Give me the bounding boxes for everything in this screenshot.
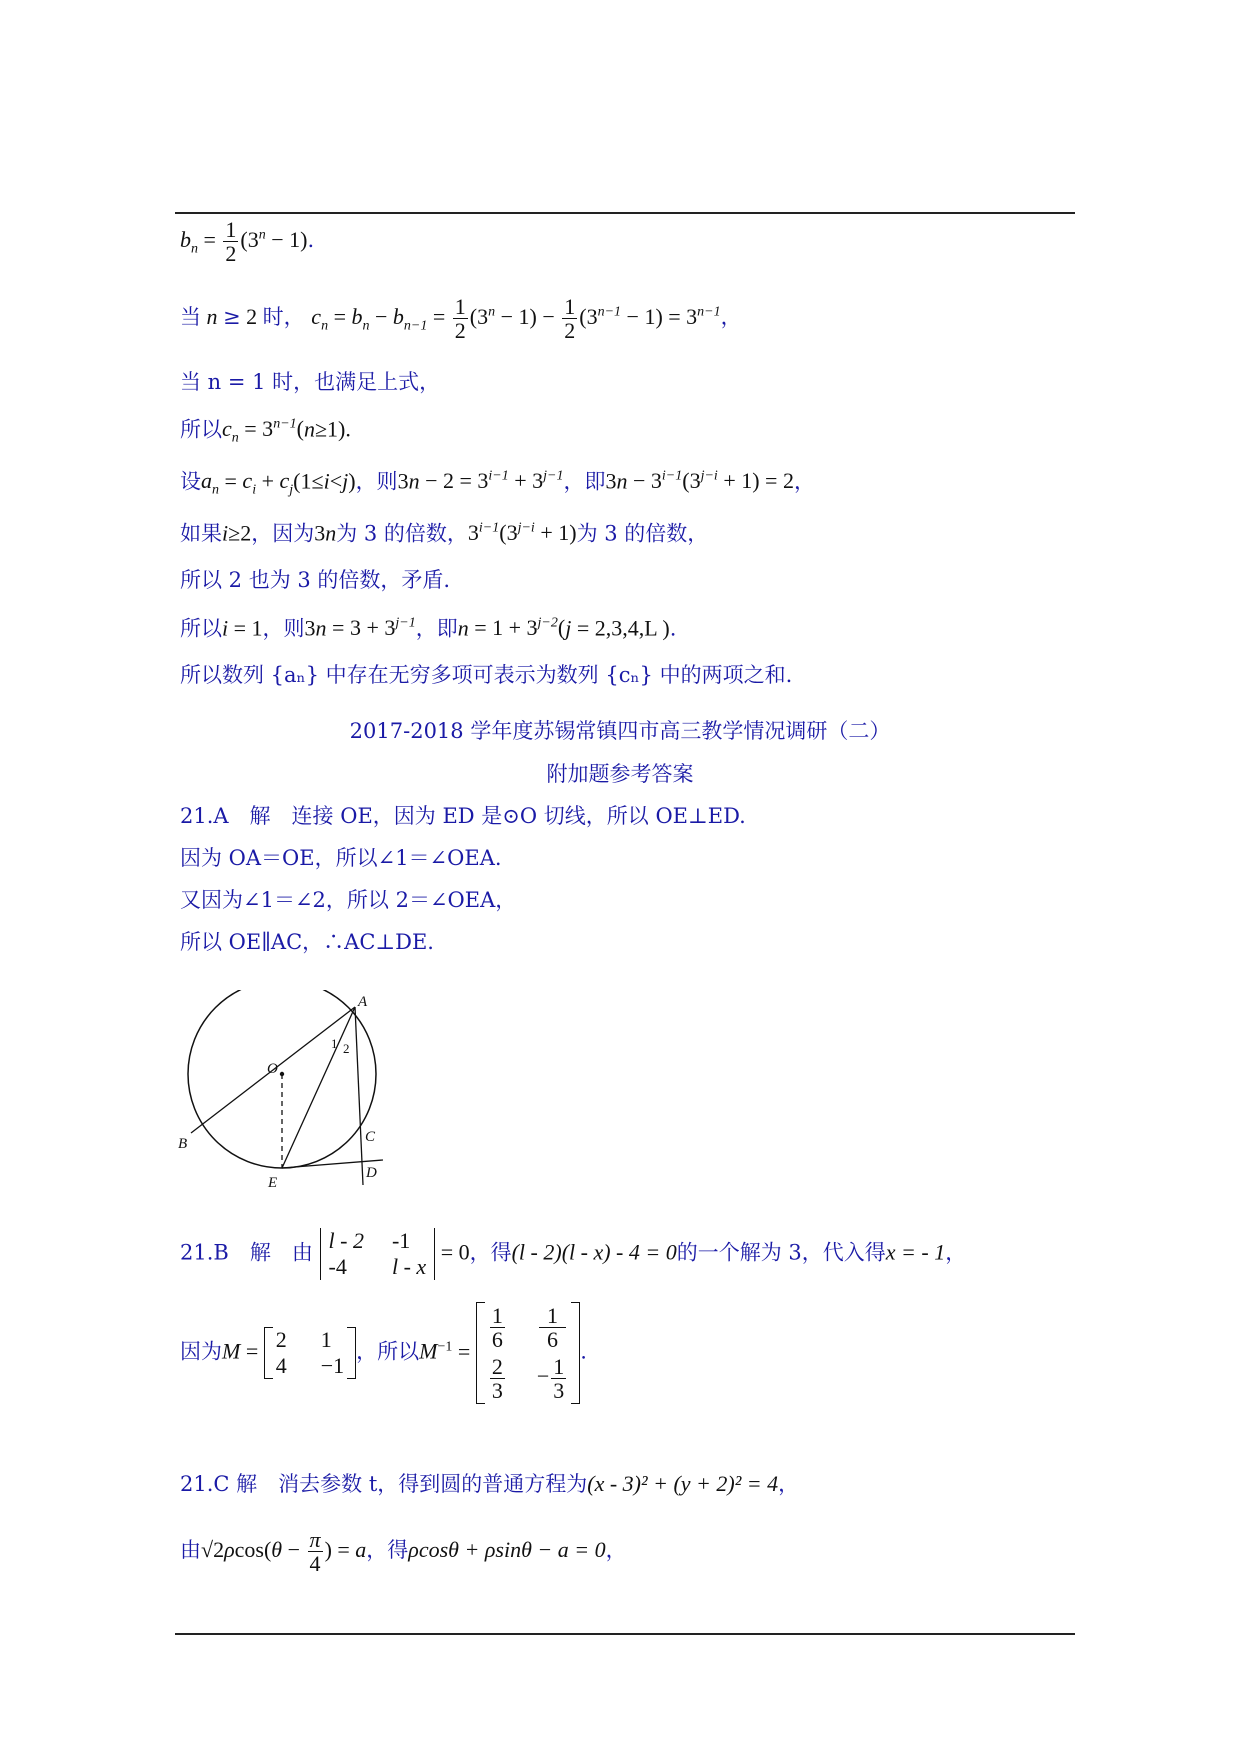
label-angle-2: 2 — [343, 1041, 350, 1056]
text-n-equals-1: 当 n = 1 时，也满足上式， — [180, 370, 441, 394]
section-title: 2017-2018 学年度苏锡常镇四市高三教学情况调研（二） — [349, 719, 891, 743]
answer-21a-line1: 21.A 解 连接 OE，因为 ED 是⊙O 切线，所以 OE⊥ED. — [180, 804, 746, 828]
matrix-m-inverse: $\frac{1}{6}$ $\frac{1}{6}$ $\frac{2}{3}$ − $\frac{1}{3}$ — [476, 1302, 580, 1404]
answer-21b-line1: 21.B 解 由 l - 2 -1 -4 l - x = 0，得(l - 2)(l - x) - 4 = 0的一个解为 3，代入得x = - 1， — [180, 1228, 967, 1279]
segment-ad — [355, 1007, 363, 1185]
label-b: B — [178, 1136, 188, 1152]
answer-21c-line1: 21.C 解 消去参数 t，得到圆的普通方程为(x - 3)² + (y + 2)² = 4， — [180, 1471, 800, 1496]
label-e: E — [268, 1175, 278, 1191]
answer-21a-line2: 因为 OA＝OE，所以∠1＝∠OEA. — [180, 846, 502, 870]
formula-an-sum: 设$a_n = c_i + c_j(1\le i<j)$，则$3n - 2 = 3^{i-1} + 3^{j-1}$，即$3n - 3^{i-1}(3^{j-i} + 1) = 2$， — [180, 468, 815, 498]
section-subtitle: 附加题参考答案 — [546, 762, 694, 786]
formula-cn-general: 所以$c_n = 3^{n-1}(n\ge 1)$. — [180, 416, 351, 446]
label-c: C — [365, 1129, 376, 1145]
label-a: A — [358, 994, 368, 1010]
text-contradiction: 所以 2 也为 3 的倍数，矛盾. — [180, 568, 451, 592]
circle-tangent-figure — [175, 990, 405, 1205]
footer-rule — [175, 1633, 1075, 1635]
answer-21a-line3: 又因为∠1＝∠2，所以 2＝∠OEA， — [180, 888, 517, 912]
label-o: O — [267, 1061, 278, 1077]
answer-21b-line2: 因为M = 2 1 4 −1 ，所以$M^{-1}$ = $\frac{1}{6}$ $\frac{1}{6}$ $\frac{2}{3}$ − $\frac{1}{3}$ . — [180, 1303, 587, 1404]
header-rule — [175, 212, 1075, 214]
text-if-i-ge-2: 如果i≥2，因为3n为 3 的倍数，$3^{i-1}(3^{j-i} + 1)$为 3 的倍数， — [180, 520, 709, 546]
formula-bn: $b_n$ = $\frac{1}{2}$ $(3^n - 1)$. — [180, 217, 315, 267]
formula-cn-recursive: 当 n ≥ 2 时， $c_n = b_n - b_{n-1}$ = $\frac{1}{2}$ $(3^n - 1)$ − $\frac{1}{2}$ $(3^{n-1} - 1) = 3^{n-1}$， — [180, 294, 742, 344]
answer-21a-line4: 所以 OE∥AC，∴AC⊥DE. — [180, 930, 434, 954]
answer-21c-line2: 由√2ρcos(θ − $\frac{\pi}{4}$ ) = a，得ρcosθ + ρsinθ − a = 0， — [180, 1527, 627, 1577]
text-conclusion: 所以数列 {aₙ} 中存在无穷多项可表示为数列 {cₙ} 中的两项之和. — [180, 663, 793, 687]
center-dot — [280, 1072, 284, 1076]
determinant: l - 2 -1 -4 l - x — [320, 1228, 436, 1280]
matrix-m: 2 1 4 −1 — [264, 1327, 356, 1379]
formula-i-equals-1: 所以i = 1，则$3n = 3 + 3^{j-1}$，即$n = 1 + 3^{j-2}(j = 2,3,4,L$ ). — [180, 615, 677, 641]
label-angle-1: 1 — [331, 1036, 338, 1051]
label-d: D — [366, 1165, 377, 1181]
